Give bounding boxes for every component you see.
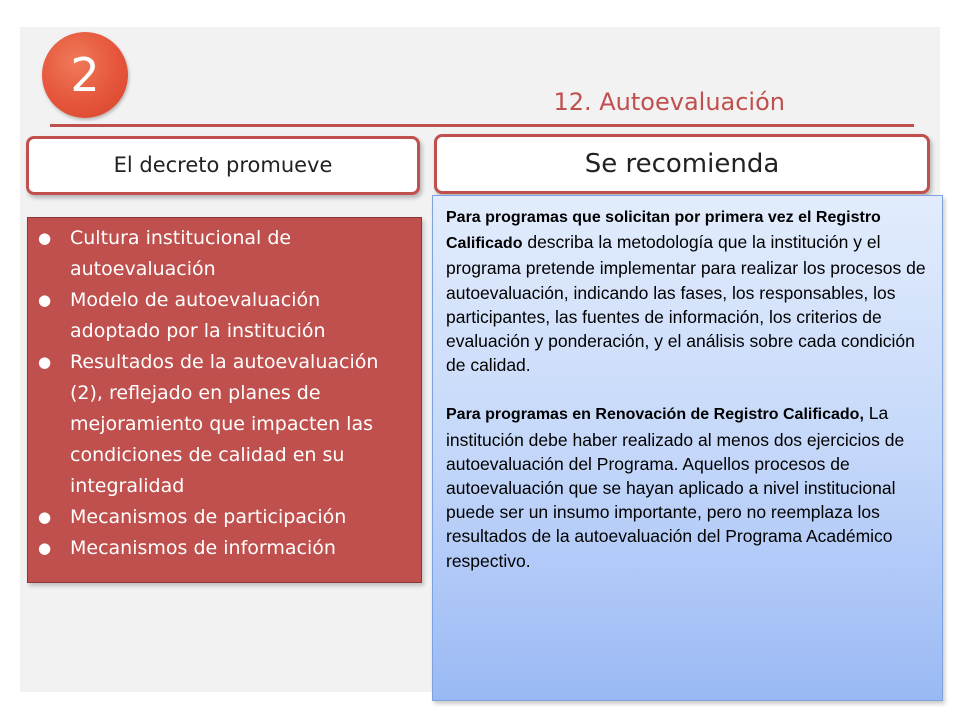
first-registration-text: describa la metodología que la institución y el programa pretende implementar para realizar los procesos de autoevaluación, indicando las fases, los responsables, los participantes, las fuentes de información, los criterios de evaluación y ponderación, y el análisis sobre cada condición de calidad. bbox=[446, 232, 926, 376]
left-header-box bbox=[26, 136, 420, 195]
decree-items-panel bbox=[27, 217, 422, 583]
left-header-label: El decreto promueve bbox=[113, 153, 333, 177]
slide-number-badge: 2 bbox=[42, 32, 128, 118]
title-divider bbox=[50, 124, 914, 127]
list-item: ● Mecanismos de participación bbox=[28, 502, 421, 533]
recommendation-panel bbox=[432, 195, 943, 701]
renewal-text: La institución debe haber realizado al menos dos ejercicios de autoevaluación del Programa. Aquellos procesos de autoevaluación que se hayan aplicado a nivel institucional puede ser un insumo importante, pero no reemplaza los resultados de la autoevaluación del Programa Académico respectivo. bbox=[446, 403, 905, 571]
renewal-heading: Para programas en Renovación de Registro Calificado, bbox=[446, 406, 864, 424]
right-header-label: Se recomienda bbox=[584, 149, 780, 179]
list-item: ● Mecanismos de información bbox=[28, 533, 421, 564]
recommendation-renewal bbox=[446, 401, 932, 572]
recommendation-first-registration bbox=[446, 204, 932, 377]
list-item: ● Modelo de autoevaluación adoptado por la institución bbox=[28, 285, 421, 347]
bullet-icon: ● bbox=[38, 229, 52, 247]
bullet-icon: ● bbox=[38, 353, 52, 371]
slide-title: 12. Autoevaluación bbox=[553, 88, 785, 116]
decree-items-list bbox=[28, 223, 421, 564]
bullet-icon: ● bbox=[38, 539, 52, 557]
first-registration-heading: Para programas que solicitan por primera vez el Registro Calificado bbox=[446, 209, 881, 253]
bullet-icon: ● bbox=[38, 508, 52, 526]
list-item: ● Cultura institucional de autoevaluación bbox=[28, 223, 421, 285]
right-header-box bbox=[434, 134, 930, 194]
bullet-icon: ● bbox=[38, 291, 52, 309]
list-item: ● Resultados de la autoevaluación (2), reflejado en planes de mejoramiento que impacten las condiciones de calidad en su integralidad bbox=[28, 347, 421, 502]
